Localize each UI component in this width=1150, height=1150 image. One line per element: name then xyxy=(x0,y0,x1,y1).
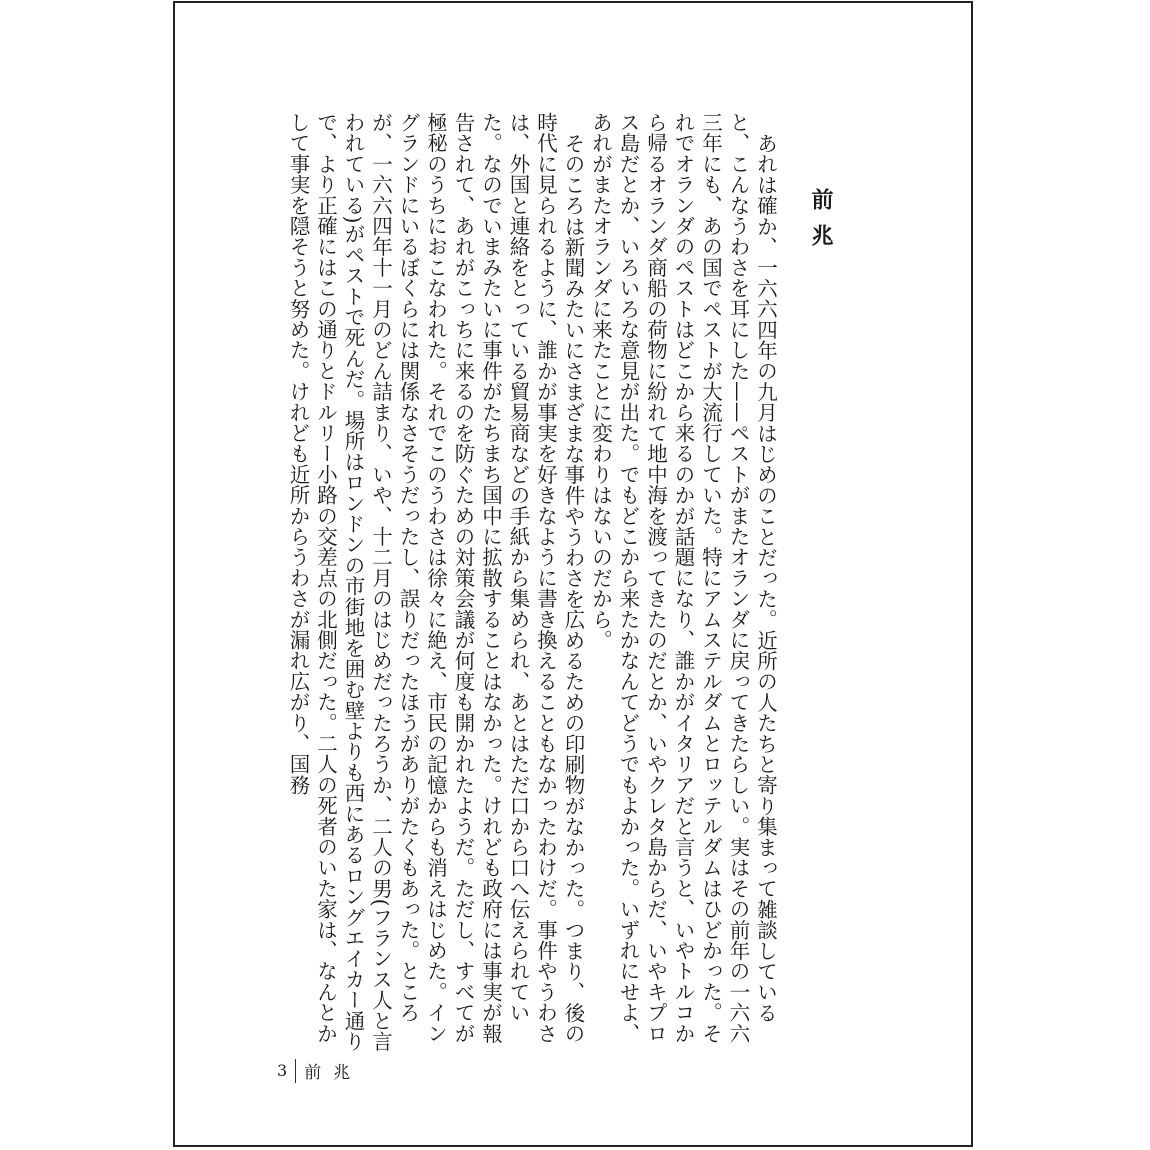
paragraph-1: あれは確か、一六六四年の九月はじめのことだった。近所の人たちと寄り集まって雑談していると、こんなうわさを耳にした——ペストがまたオランダに戻ってきたらしい。実はその前年の一六六三年にも、あの国でペストが大流行していた。特にアムステルダムとロッテルダムはひどかった。それでオランダのペストはどこから来るのかが話題になり、誰かがイタリアだと言うと、いやトルコから帰るオランダ商船の荷物に紛れて地中海を渡ってきたのだとか、いやクレタ島からだ、いやキプロス島だとか、いろいろな意見が出た。でもどこから来たかなんてどうでもよかった。いずれにせよ、あれがまたオランダに来たことに変わりはないのだから。 xyxy=(588,112,778,1044)
running-head: 前兆 xyxy=(304,1063,363,1083)
page-footer xyxy=(277,1058,362,1083)
page-number: 3 xyxy=(277,1061,288,1080)
folio-divider xyxy=(295,1059,296,1083)
paragraph-2: そのころは新聞みたいにさまざまな事件やうわさを広めるための印刷物がなかった。つまり、後の時代に見られるように、誰かが事実を好きなように書き換えることもなかったわけだ。事件やうわさは、外国と連絡をとっている貿易商などの手紙から集められ、あとはただ口から口へ伝えられていた。なのでいまみたいに事件がたちまち国中に拡散することはなかった。けれども政府には事実が報告されて、あれがこっちに来るのを防ぐための対策会議が何度も開かれたようだ。ただし、すべてが極秘のうちにおこなわれた。それでこのうわさは徐々に絶え、市民の記憶からも消えはじめた。イングランドにいるぼくらには関係なさそうだったし、誤りだったほうがありがたくもあった。ところが、一六六四年十一月のどん詰まり、いや、十二月のはじめだったろうか、二人の男(フランス人と言われている)がペストで死んだ。場所はロンドンの市街地を囲む壁よりも西にあるロングエイカー通りで、より正確にはこの通りとドルリー小路の交差点の北側だった。二人の死者のいた家は、なんとかして事実を隠そうと努めた。けれども近所からうわさが漏れ広がり、国務 xyxy=(286,112,585,1052)
chapter-title: 前兆 xyxy=(808,188,834,260)
vertical-text-body xyxy=(234,112,834,1052)
